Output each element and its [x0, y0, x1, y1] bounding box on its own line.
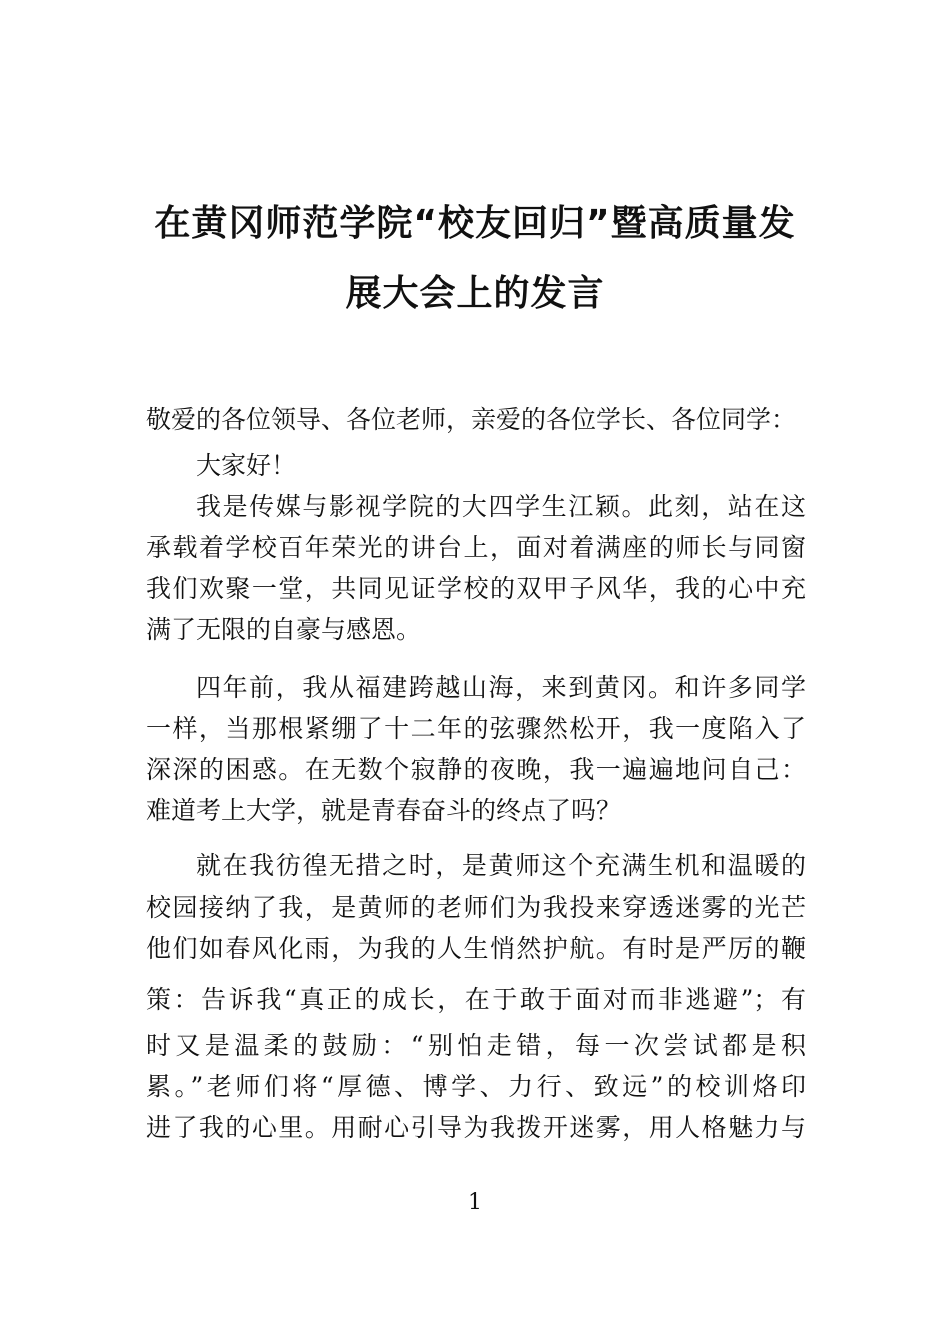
paragraph-line: 时又是温柔的鼓励：“别怕走错，每一次尝试都是积: [146, 1031, 806, 1060]
paragraph-line: 难道考上大学，就是青春奋斗的终点了吗？: [146, 796, 622, 825]
paragraph-line: 一样，当那根紧绷了十二年的弦骤然松开，我一度陷入了: [146, 714, 806, 743]
salutation-line: 敬爱的各位领导、各位老师，亲爱的各位学长、各位同学：: [146, 405, 797, 434]
greeting-line: 大家好！: [196, 451, 297, 480]
paragraph-line: 进了我的心里。用耐心引导为我拨开迷雾，用人格魅力与: [146, 1113, 806, 1142]
title-line-2: 展大会上的发言: [345, 273, 605, 314]
title-line-1: 在黄冈师范学院“校友回归”暨高质量发: [154, 203, 796, 244]
paragraph-line: 四年前，我从福建跨越山海，来到黄冈。和许多同学: [196, 673, 806, 702]
paragraph-line: 策：告诉我“真正的成长，在于敢于面对而非逃避”；有: [146, 985, 806, 1014]
paragraph-line: 深深的困惑。在无数个寂静的夜晚，我一遍遍地问自己：: [146, 755, 806, 784]
paragraph-line: 校园接纳了我，是黄师的老师们为我投来穿透迷雾的光芒: [146, 893, 806, 922]
page-number: 1: [468, 1190, 482, 1215]
paragraph-line: 累。”老师们将“厚德、博学、力行、致远”的校训烙印: [146, 1072, 806, 1101]
paragraph-line: 满了无限的自豪与感恩。: [146, 615, 422, 644]
paragraph-line: 承载着学校百年荣光的讲台上，面对着满座的师长与同窗: [146, 533, 806, 562]
paragraph-line: 就在我彷徨无措之时，是黄师这个充满生机和温暖的: [196, 851, 806, 880]
paragraph-line: 我们欢聚一堂，共同见证学校的双甲子风华，我的心中充: [146, 574, 806, 603]
paragraph-line: 我是传媒与影视学院的大四学生江颖。此刻，站在这: [196, 492, 806, 521]
paragraph-line: 他们如春风化雨，为我的人生悄然护航。有时是严厉的鞭: [146, 934, 806, 963]
